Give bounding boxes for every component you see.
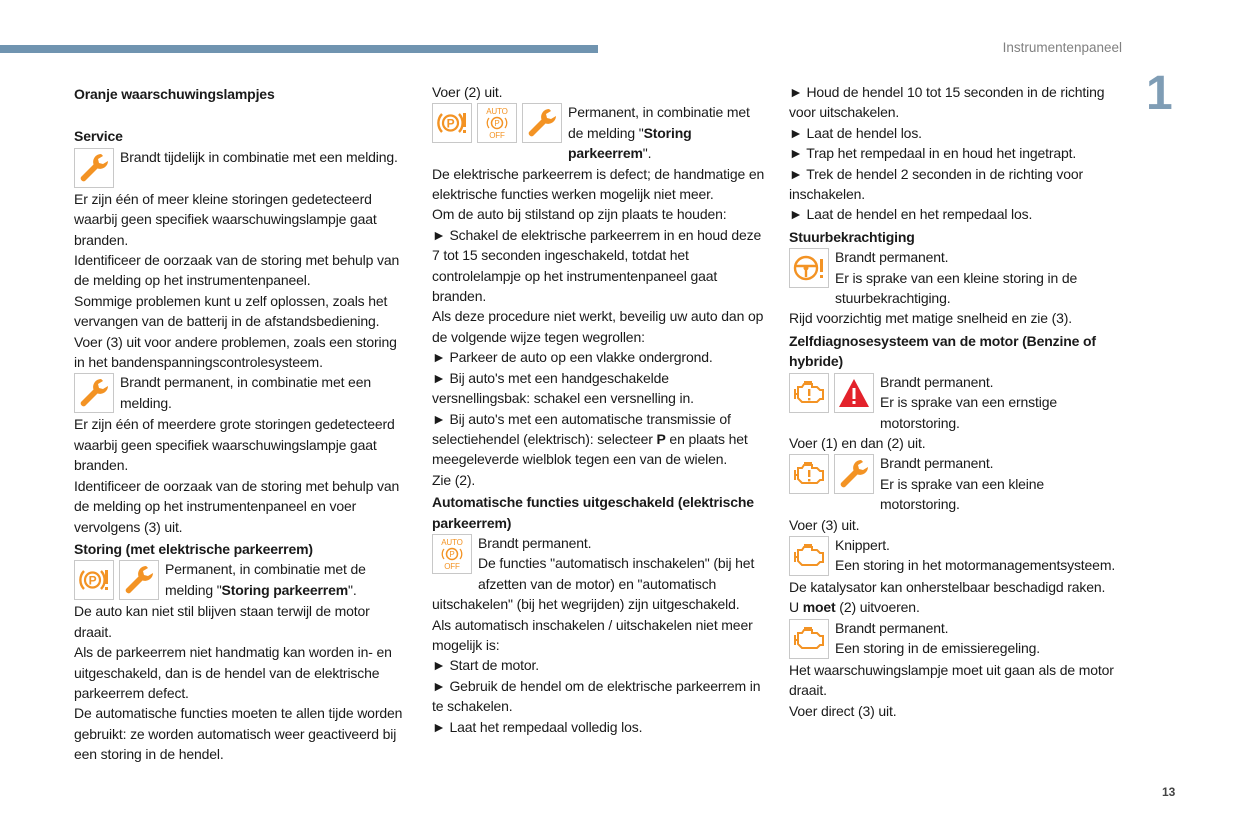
entry-text: Een storing in het motormanagementsysteem. xyxy=(835,557,1116,574)
warning-light-entry xyxy=(432,102,768,163)
paragraph: Sommige problemen kunt u zelf oplossen, zoals het vervangen van de batterij in de afstandsbediening. xyxy=(74,292,388,330)
paragraph: ► Houd de hendel 10 tot 15 seconden in de richting voor uitschakelen. xyxy=(789,84,1105,121)
warning-light-entry xyxy=(74,559,410,601)
entry-text: Brandt permanent. xyxy=(835,249,949,266)
svg-text:OFF: OFF xyxy=(444,561,460,571)
paragraph: Als deze procedure niet werkt, beveilig uw auto dan op de volgende wijze tegen wegrollen: xyxy=(432,308,764,345)
paragraph: Rijd voorzichtig met matige snelheid en zie (3). xyxy=(789,310,1073,327)
column-3 xyxy=(789,82,1125,721)
entry-text: Brandt permanent. xyxy=(880,373,994,390)
warning-light-entry xyxy=(789,372,1125,433)
paragraph: Identificeer de oorzaak van de storing met behulp van de melding op het instrumentenpaneel. xyxy=(74,252,400,289)
warning-light-icons xyxy=(74,148,114,188)
warning-light-icons xyxy=(789,454,874,494)
text-segment: en plaats het meegeleverde wielblok tegen een van de wielen. xyxy=(432,430,748,468)
entry-text: Brandt permanent. xyxy=(880,455,994,472)
paragraph: De automatische functies moeten te allen tijde worden gebruikt: ze worden automatisch weer geactiveerd bij een storing in de hendel. xyxy=(74,705,403,763)
section-heading: Automatische functies uitgeschakeld (elektrische parkeerrem) xyxy=(432,494,754,531)
paragraph xyxy=(789,597,1125,617)
svg-text:P: P xyxy=(88,573,97,588)
text-segment: Permanent, in combinatie met de melding " xyxy=(165,561,366,598)
svg-text:P: P xyxy=(494,119,500,129)
bold-text: Storing parkeerrem xyxy=(568,124,692,162)
paragraph: ► Bij auto's met een handgeschakelde versnellingsbak: schakel een versnelling in. xyxy=(432,369,694,407)
bold-text: moet xyxy=(802,599,836,616)
paragraph: Er zijn één of meerdere grote storingen gedetecteerd waarbij geen specifiek waarschuwingslampje gaat branden. xyxy=(74,416,395,474)
bold-text: Storing parkeerrem xyxy=(221,581,349,598)
svg-text:OFF: OFF xyxy=(489,131,505,141)
paragraph: De auto kan niet stil blijven staan terwijl de motor draait. xyxy=(74,603,370,640)
warning-light-icons xyxy=(789,536,829,576)
warning-light-entry xyxy=(789,247,1125,308)
entry-text xyxy=(165,561,366,597)
entry-text: Brandt permanent. xyxy=(835,619,949,636)
paragraph: Het waarschuwingslampje moet uit gaan als de motor draait. xyxy=(789,661,1114,699)
warning-light-entry xyxy=(789,535,1125,577)
section-heading: Storing (met elektrische parkeerrem) xyxy=(74,540,313,557)
parking-brake-fault-icon xyxy=(432,103,472,143)
warning-light-entry xyxy=(789,453,1125,514)
paragraph: ► Laat de hendel en het rempedaal los. xyxy=(789,206,1033,223)
page-heading: Oranje waarschuwingslampjes xyxy=(74,86,275,102)
auto-off-icon xyxy=(432,534,472,574)
entry-text: Er is sprake van een ernstige motorstoring. xyxy=(880,394,1057,431)
chapter-number: 1 xyxy=(1146,67,1173,120)
entry-text: Brandt permanent, in combinatie met een melding. xyxy=(120,374,371,411)
column-1 xyxy=(74,82,410,765)
paragraph: Zie (2). xyxy=(432,471,476,488)
paragraph: Als de parkeerrem niet handmatig kan worden in- en uitgeschakeld, dan is de hendel van de elektrische parkeerrem defect. xyxy=(74,644,392,701)
engine-fault-icon xyxy=(789,373,829,413)
parking-brake-fault-icon xyxy=(74,560,114,600)
warning-triangle-icon xyxy=(834,373,874,413)
entry-text xyxy=(568,104,750,161)
text-segment: (2) uitvoeren. xyxy=(835,599,920,616)
column-2 xyxy=(432,82,768,737)
warning-light-entry xyxy=(74,147,410,189)
paragraph: ► Trek de hendel 2 seconden in de richting voor inschakelen. xyxy=(789,165,1083,203)
warning-light-icons xyxy=(789,248,829,288)
text-segment: Permanent, in combinatie met de melding " xyxy=(568,104,750,141)
section-heading: Service xyxy=(74,128,123,145)
paragraph: ► Laat de hendel los. xyxy=(789,124,922,141)
wrench-icon xyxy=(522,103,562,143)
paragraph: ► Parkeer de auto op een vlakke ondergrond. xyxy=(432,349,713,366)
paragraph: Om de auto bij stilstand op zijn plaats te houden: xyxy=(432,206,727,223)
warning-light-icons xyxy=(789,373,874,413)
warning-light-icons xyxy=(74,560,159,600)
warning-light-icons xyxy=(789,619,829,659)
engine-icon xyxy=(789,619,829,659)
paragraph: Voer direct (3) uit. xyxy=(789,702,897,719)
paragraph: Voer (3) uit. xyxy=(789,516,860,533)
text-segment: ". xyxy=(348,581,357,598)
text-segment: ► Bij auto's met een automatische transmissie of selectiehendel (elektrisch): selecteer xyxy=(432,410,731,447)
paragraph: Voer (3) uit voor andere problemen, zoals een storing in het bandenspanningscontrolesysteem. xyxy=(74,333,397,371)
text-segment: ". xyxy=(642,145,652,162)
svg-text:P: P xyxy=(446,116,455,131)
entry-text: Knippert. xyxy=(835,536,890,553)
page-number: 13 xyxy=(1162,785,1176,799)
paragraph: Als automatisch inschakelen / uitschakelen niet meer mogelijk is: xyxy=(432,616,753,653)
section-heading: Zelfdiagnosesysteem van de motor (Benzine of hybride) xyxy=(789,332,1096,370)
warning-light-entry xyxy=(432,533,768,615)
warning-light-icons xyxy=(74,373,114,413)
header-accent-bar xyxy=(0,45,598,53)
text-segment: U xyxy=(789,599,803,616)
paragraph: Er zijn één of meer kleine storingen gedetecteerd waarbij geen specifiek waarschuwingslampje gaat branden. xyxy=(74,190,377,248)
paragraph: De elektrische parkeerrem is defect; de handmatige en elektrische functies werken mogelijk niet meer. xyxy=(432,165,765,203)
engine-icon xyxy=(789,536,829,576)
warning-light-icons xyxy=(432,534,472,574)
entry-text: Er is sprake van een kleine motorstoring. xyxy=(880,475,1045,513)
svg-text:P: P xyxy=(449,549,455,559)
paragraph: De katalysator kan onherstelbaar beschadigd raken. xyxy=(789,578,1106,595)
paragraph: ► Start de motor. xyxy=(432,657,540,674)
paragraph xyxy=(432,409,768,470)
warning-light-entry xyxy=(74,372,410,414)
paragraph: Voer (1) en dan (2) uit. xyxy=(789,434,926,451)
wrench-icon xyxy=(74,148,114,188)
paragraph: Voer (2) uit. xyxy=(432,84,503,100)
wrench-icon xyxy=(119,560,159,600)
paragraph: Identificeer de oorzaak van de storing met behulp van de melding op het instrumentenpaneel en voer vervolgens (3) uit. xyxy=(74,477,400,535)
warning-light-icons xyxy=(432,103,562,143)
svg-text:AUTO: AUTO xyxy=(486,107,508,117)
paragraph: ► Trap het rempedaal in en houd het ingetrapt. xyxy=(789,145,1077,162)
svg-text:AUTO: AUTO xyxy=(441,537,463,547)
entry-text: Een storing in de emissieregeling. xyxy=(835,640,1041,657)
power-steering-icon xyxy=(789,248,829,288)
warning-light-entry xyxy=(789,618,1125,660)
entry-text: De functies "automatisch inschakelen" (bij het afzetten van de motor) en "automatisch uitschakelen" (bij het wegrijden) zijn uitgeschakeld. xyxy=(432,555,755,613)
paragraph: ► Schakel de elektrische parkeerrem in en houd deze 7 tot 15 seconden ingeschakeld, totdat het controlelampje op het instrumentenpaneel gaat branden. xyxy=(432,226,762,305)
entry-text: Er is sprake van een kleine storing in de stuurbekrachtiging. xyxy=(835,269,1078,307)
paragraph: ► Laat het rempedaal volledig los. xyxy=(432,718,643,735)
wrench-icon xyxy=(834,454,874,494)
section-title: Instrumentenpaneel xyxy=(1002,40,1122,55)
bold-text: P xyxy=(656,430,666,447)
paragraph: ► Gebruik de hendel om de elektrische parkeerrem in te schakelen. xyxy=(432,677,761,715)
entry-text: Brandt permanent. xyxy=(478,534,592,551)
engine-fault-icon xyxy=(789,454,829,494)
auto-off-icon xyxy=(477,103,517,143)
entry-text: Brandt tijdelijk in combinatie met een melding. xyxy=(120,148,398,165)
section-heading: Stuurbekrachtiging xyxy=(789,228,915,245)
wrench-icon xyxy=(74,373,114,413)
